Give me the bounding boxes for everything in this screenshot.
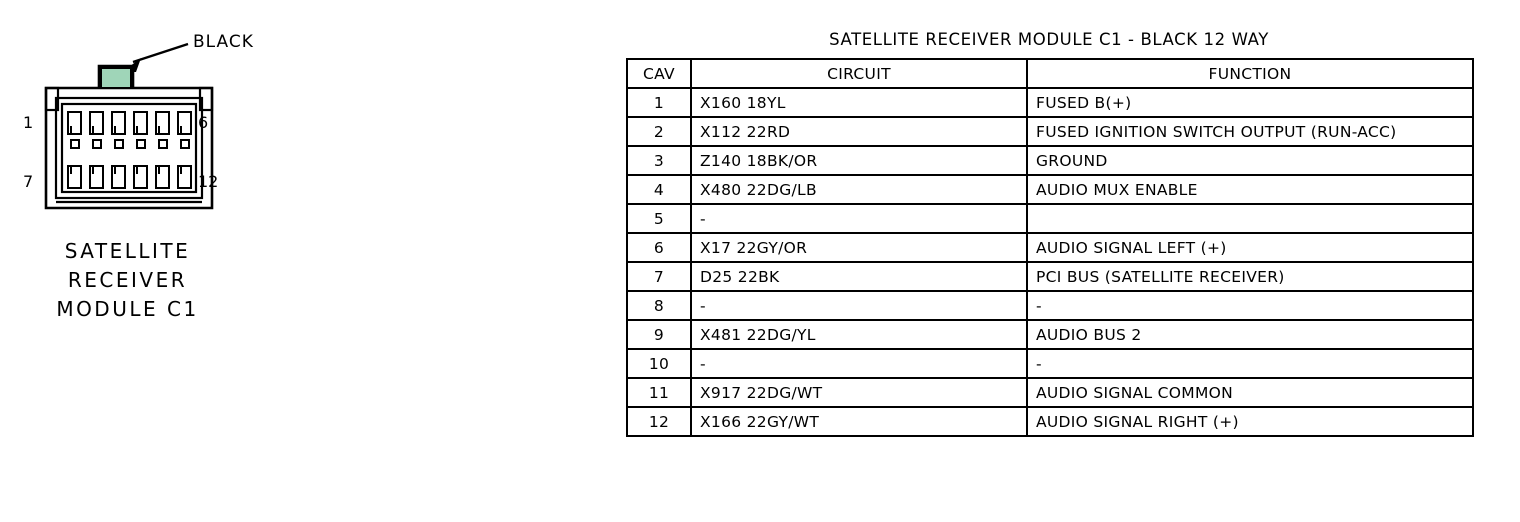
cell-function: GROUND — [1027, 146, 1473, 175]
cell-circuit: Z140 18BK/OR — [691, 146, 1027, 175]
cell-function: - — [1027, 291, 1473, 320]
table-title: SATELLITE RECEIVER MODULE C1 - BLACK 12 WAY — [829, 30, 1269, 49]
cell-circuit: - — [691, 204, 1027, 233]
cell-circuit: X160 18YL — [691, 88, 1027, 117]
cell-function: AUDIO SIGNAL LEFT (+) — [1027, 233, 1473, 262]
table-row — [627, 378, 1473, 407]
cell-function — [1027, 204, 1473, 233]
table-row — [627, 146, 1473, 175]
cell-function: FUSED B(+) — [1027, 88, 1473, 117]
cell-cav: 4 — [627, 175, 691, 204]
table-header-row — [627, 59, 1473, 88]
locking-tab — [101, 68, 131, 88]
cell-function: AUDIO BUS 2 — [1027, 320, 1473, 349]
cell-function: - — [1027, 349, 1473, 378]
cell-circuit: X17 22GY/OR — [691, 233, 1027, 262]
column-header-circuit: CIRCUIT — [691, 59, 1027, 88]
table-row — [627, 320, 1473, 349]
connector-drawing — [0, 0, 300, 240]
cell-circuit: - — [691, 291, 1027, 320]
cell-circuit: X481 22DG/YL — [691, 320, 1027, 349]
connector-illustration — [0, 0, 600, 522]
table-row — [627, 349, 1473, 378]
table-row — [627, 175, 1473, 204]
connector-caption — [0, 237, 255, 324]
cavity-row-top — [68, 112, 191, 134]
pin-number-12: 12 — [198, 172, 219, 191]
cell-circuit: X917 22DG/WT — [691, 378, 1027, 407]
table-row — [627, 88, 1473, 117]
cell-cav: 6 — [627, 233, 691, 262]
cell-circuit: D25 22BK — [691, 262, 1027, 291]
connector-caption-line-2: RECEIVER — [67, 268, 188, 292]
cell-function: AUDIO SIGNAL RIGHT (+) — [1027, 407, 1473, 436]
cell-cav: 2 — [627, 117, 691, 146]
cavity-row-bottom — [68, 166, 191, 188]
connector-caption-line-3: MODULE C1 — [56, 297, 199, 321]
cell-cav: 10 — [627, 349, 691, 378]
cell-cav: 12 — [627, 407, 691, 436]
connector-caption-line-1: SATELLITE — [64, 239, 191, 263]
cell-circuit: X480 22DG/LB — [691, 175, 1027, 204]
table-row — [627, 204, 1473, 233]
cell-circuit: X166 22GY/WT — [691, 407, 1027, 436]
table-row — [627, 262, 1473, 291]
cell-cav: 11 — [627, 378, 691, 407]
table-body — [627, 88, 1473, 436]
cell-cav: 1 — [627, 88, 691, 117]
table-row — [627, 233, 1473, 262]
cell-function: AUDIO MUX ENABLE — [1027, 175, 1473, 204]
column-header-cav: CAV — [627, 59, 691, 88]
pinout-table-panel — [626, 30, 1472, 437]
cell-cav: 9 — [627, 320, 691, 349]
pin-number-1: 1 — [23, 113, 34, 132]
pin-number-7: 7 — [23, 172, 34, 191]
pinout-table — [626, 58, 1474, 437]
cell-cav: 8 — [627, 291, 691, 320]
column-header-function: FUNCTION — [1027, 59, 1473, 88]
table-row — [627, 407, 1473, 436]
cell-function: PCI BUS (SATELLITE RECEIVER) — [1027, 262, 1473, 291]
cell-circuit: - — [691, 349, 1027, 378]
cell-cav: 5 — [627, 204, 691, 233]
cell-cav: 3 — [627, 146, 691, 175]
cell-function: FUSED IGNITION SWITCH OUTPUT (RUN-ACC) — [1027, 117, 1473, 146]
cell-function: AUDIO SIGNAL COMMON — [1027, 378, 1473, 407]
cavity-contacts-mid — [71, 140, 189, 148]
callout-label-black: BLACK — [193, 32, 254, 52]
table-row — [627, 291, 1473, 320]
cell-cav: 7 — [627, 262, 691, 291]
table-row — [627, 117, 1473, 146]
pin-number-6: 6 — [198, 113, 209, 132]
cell-circuit: X112 22RD — [691, 117, 1027, 146]
